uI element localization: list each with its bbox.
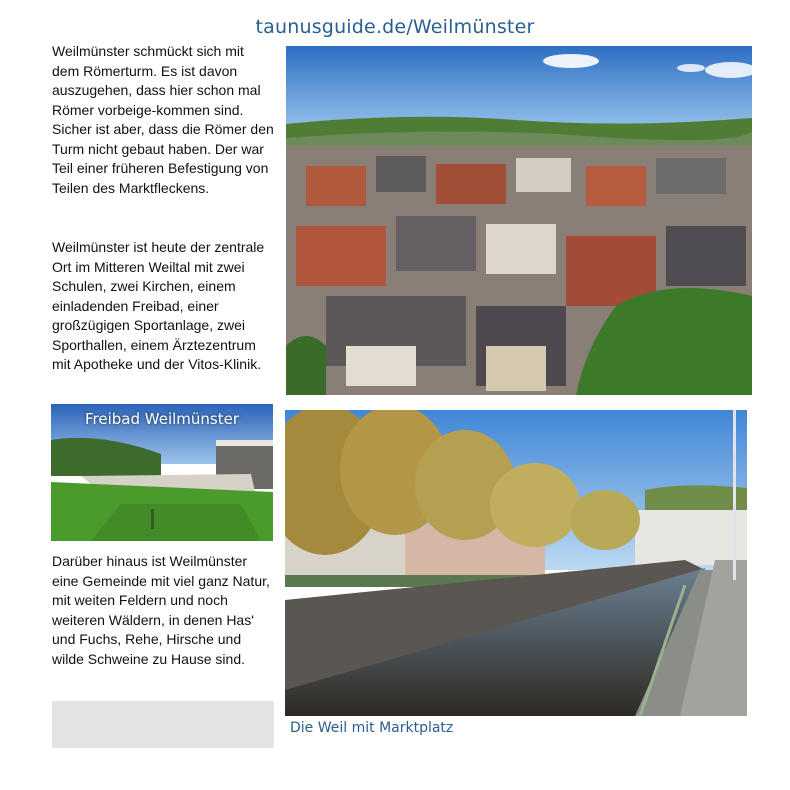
pool-caption: Freibad Weilmünster bbox=[84, 410, 239, 428]
intro-paragraph bbox=[52, 42, 274, 198]
town-text: Weilmünster ist heute der zentrale Ort im Mitteren Weiltal mit zwei Schulen, zwei Kirchen, einem einladenden Freibad, einer großzügigen Sportanlage, zwei Sporthallen, einem Ärztezentrum mit Apotheke und der Vitos-Klinik. bbox=[52, 239, 265, 372]
site-title: taunusguide.de/Weilmünster bbox=[255, 16, 535, 38]
nature-text: Darüber hinaus ist Weilmünster eine Gemeinde mit viel ganz Natur, mit weiten Feldern und noch weiteren Wäldern, in denen Has' und Fuchs, Rehe, Hirsche und wilde Schweine zu Hause sind. bbox=[52, 553, 270, 667]
intro-text: Weilmünster schmückt sich mit dem Römerturm. Es ist davon auszugehen, dass hier schon mal Römer vorbeige-kommen sind. Sicher ist aber, dass die Römer den Turm nicht gebaut haben. Der war Teil einer früheren Befestigung von Teilen des Marktfleckens. bbox=[52, 43, 274, 196]
nature-paragraph bbox=[52, 552, 274, 669]
river-caption: Die Weil mit Marktplatz bbox=[290, 720, 454, 736]
river-photo bbox=[285, 410, 747, 716]
village-photo bbox=[286, 46, 752, 395]
town-paragraph bbox=[52, 238, 274, 375]
pool-photo bbox=[51, 404, 273, 541]
placeholder-box bbox=[52, 701, 274, 748]
